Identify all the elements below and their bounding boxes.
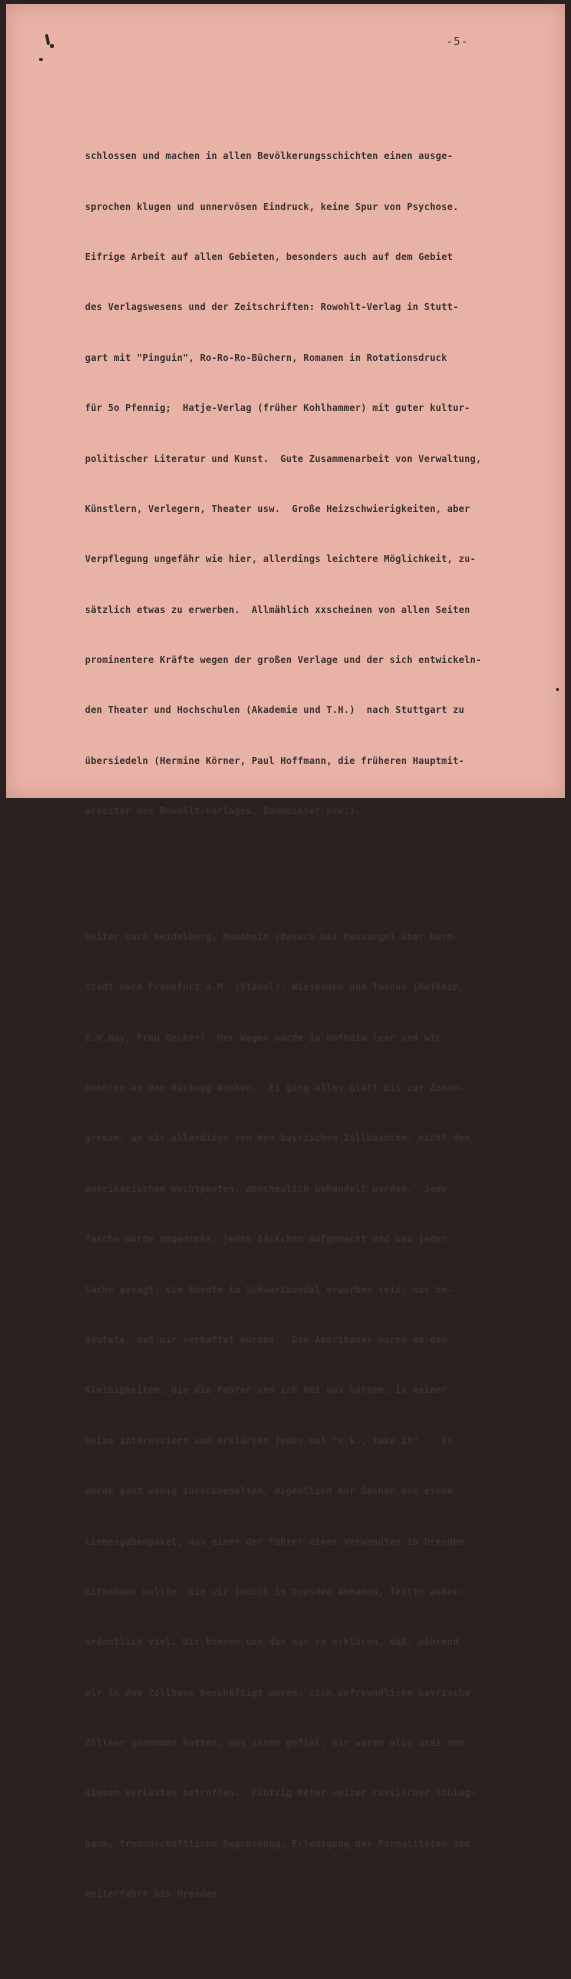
text-line: ordentlich viel. Wir können uns das nur so erklären, daß, während [85, 1637, 459, 1649]
text-line: wir in dem Zollhaus beschäftigt waren, sich unfreundliche bayrische [85, 1687, 471, 1699]
text-line: Weiter nach Heidelberg, Mannheim (Besuch bei Passarge) über Darm- [85, 931, 459, 943]
text-line: prominentere Kräfte wegen der großen Verlage und der sich entwickeln- [85, 655, 482, 667]
paragraph [85, 896, 555, 1937]
text-line: Künstlern, Verlegern, Theater usw. Große Heizschwierigkeiten, aber [85, 503, 471, 515]
ink-mark [50, 44, 54, 48]
text-line: Weise interessiert und erklärten jedes mal "o.k., take it" . Es [85, 1435, 453, 1447]
text-line: deutete, daß wir verhaftet würden. Die Amerikaner waren an den [85, 1334, 448, 1346]
text-line: politischer Literatur und Kunst. Gute Zusammenarbeit von Verwaltung, [85, 453, 482, 465]
text-line: wurde ganz wenig zurückbehalten, eigentlich nur Sachen aus einem [85, 1486, 453, 1498]
text-line: schlossen und machen in allen Bevölkerungsschichten einen ausge- [85, 151, 453, 163]
text-line: den Theater und Hochschulen (Akademie und T.H.) nach Stuttgart zu [85, 705, 465, 717]
text-line: gart mit "Pinguin", Ro-Ro-Ro-Büchern, Romanen in Rotationsdruck [85, 352, 448, 364]
text-line: Liebesgabenpaket, das einer der Fahrer einer Verwandten in Dresden [85, 1536, 465, 1548]
text-line: konnten an den Rückweg denken. Es ging alles glatt bis zur Zonen- [85, 1083, 465, 1095]
text-line: diesen Verlusten betroffen. Fünfzig Meter weiter russischer Schlag- [85, 1788, 476, 1800]
paragraph [85, 116, 555, 855]
text-line: für 5o Pfennig; Hatje-Verlag (früher Kohlhammer) mit guter kultur- [85, 403, 471, 415]
text-line: Eifrige Arbeit auf allen Gebieten, besonders auch auf dem Gebiet [85, 251, 453, 263]
text-line: sätzlich etwas zu erwerben. Allmählich xxscheinen von allen Seiten [85, 604, 471, 616]
letter-body [85, 82, 555, 1979]
text-line: des Verlagswesens und der Zeitschriften: Rowohlt-Verlag in Stutt- [85, 302, 459, 314]
text-line: E.W.Nay, Frau Becker) Der Wagen wurde in Hofheim leer und wir [85, 1032, 442, 1044]
text-line: Tasche wurde umgedreht, jedes Säckchen aufgemacht und bei jeder [85, 1234, 448, 1246]
text-line: mitnehmen wollte. Wie wir jedoch in Dresden ankamen, fehlte außer- [85, 1586, 465, 1598]
text-line: Zöllner genommen hatten, was ihnen gefiel. Wir waren alle drei von [85, 1738, 465, 1750]
ink-mark [45, 34, 50, 45]
text-line: amerikanischen Wachtposten, abscheulich behandelt wurden. Jede [85, 1183, 448, 1195]
text-line: Verpflegung ungefähr wie hier, allerdings leichtere Möglichkeit, zu- [85, 554, 476, 566]
text-line: baum, freundschaftliche Begrüssung, Erledigung der Formalitäten und [85, 1838, 471, 1850]
text-line: Sache gesagt, sie könnte im Schwarzhandel erworben sein, was be- [85, 1284, 453, 1296]
ink-mark [39, 58, 43, 61]
text-line: stadt nach Frankfurt a.M. (Städel), Wiesbaden und Taunus (Hofheim, [85, 982, 465, 994]
text-line: grenze, wo wir allerdings von den bayrischen Zollbeamten, nicht den [85, 1133, 471, 1145]
text-line: übersiedeln (Hermine Körner, Paul Hoffmann, die früheren Hauptmit- [85, 755, 465, 767]
text-line: sprochen klugen und unnervösen Eindruck, keine Spur von Psychose. [85, 201, 459, 213]
page-number: -5- [446, 35, 469, 48]
document-page [6, 4, 565, 1901]
text-line: Kleinigkeiten, die die Fahrer und ich bei uns hatten, in keiner [85, 1385, 448, 1397]
text-line: Weiterfahrt bis Dresden. [85, 1889, 223, 1901]
text-line: arbeiter des Rowohlt-Verlages, Baumeister usw.). [85, 806, 361, 818]
ink-mark [556, 688, 559, 691]
